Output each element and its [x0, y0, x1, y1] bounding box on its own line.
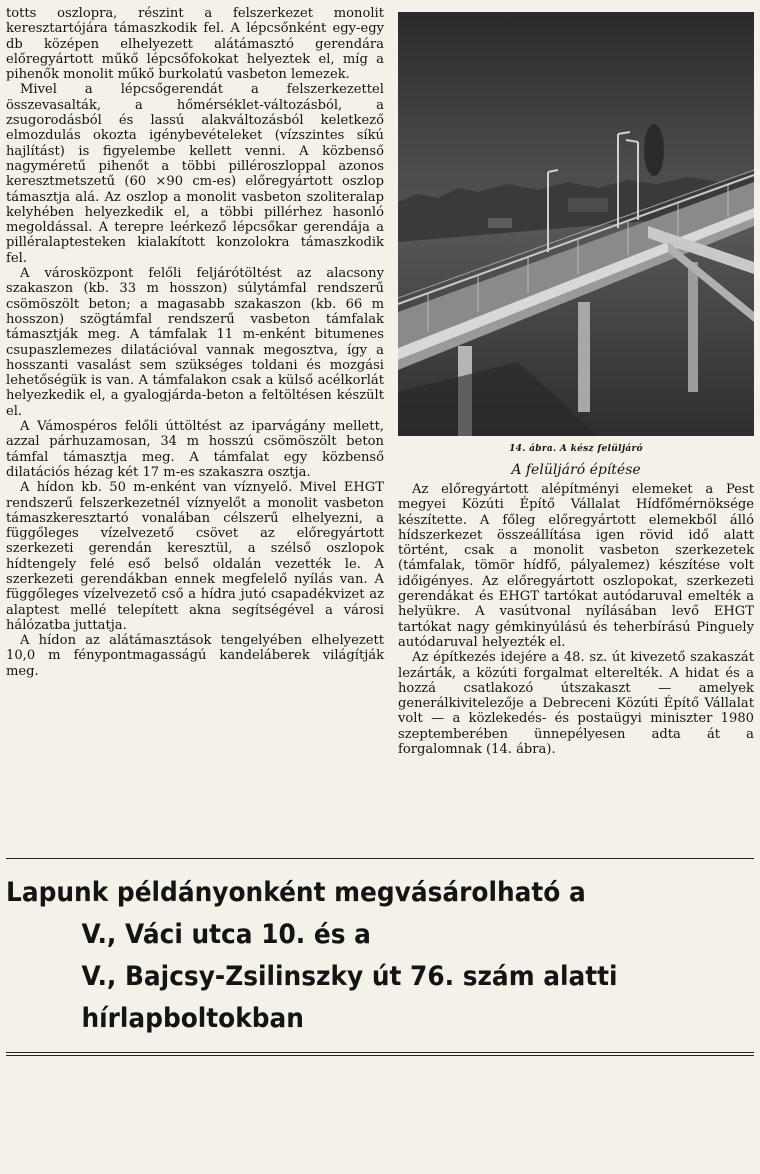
body-paragraph: Az előregyártott alépítményi elemeket a Pest megyei Közúti Építő Vállalat Hídfőmérnöksége készítette. A főleg előregyártott elemekből álló hídszerkezet összeállítása igen rövid idő alatt történt, csak a monolit vasbeton szerkezetek (támfalak, tömör hídfő, pályalemez) készítése volt időigényes. Az előregyártott oszlopokat, szerkezeti gerendákat és EHGT tartókat autódaruval emelték a helyükre. A vasútvonal nyílásában levő EHGT tartókat nagy gémkinyúlású és teherbírású Pinguely autódaruval helyezték el.: [398, 482, 754, 650]
body-paragraph: totts oszlopra, részint a felszerkezet monolit keresztartójára támaszkodik fel. A lépcsőnként egy-egy db középen elhelyezett alátámasztó gerendára előregyártott műkő lépcsőfokokat helyeztek el, míg a pihenők monolit műkő burkolatú vasbeton lemezek.: [6, 6, 384, 83]
advertisement: [6, 872, 694, 1040]
advertisement-line: V., Bajcsy-Zsilinszky út 76. szám alatti: [81, 961, 618, 992]
advertisement-line: V., Váci utca 10. és a: [81, 919, 371, 950]
body-paragraph: A hídon kb. 50 m-enként van víznyelő. Mivel EHGT rendszerű felszerkezetnél víznyelőt a monolit vasbeton támaszkeresztartó vonalában célszerű elhelyezni, a függőleges vízelvezető csövet az előregyártott szerkezeti gerendán keresztül, a szélső oszlopok hídtengely felé eső belső oldalán vezették le. A szerkezeti gerendákban ennek megfelelő nyílás van. A függőleges vízelvezető cső a hídra jutó csapadékvizet az alaptest mellé telepített akna segítségével a városi hálózatba juttatja.: [6, 480, 384, 633]
body-paragraph: A városközpont felőli feljárótöltést az alacsony szakaszon (kb. 33 m hosszon) súlytámfal rendszerű csömöszölt beton; a magasabb szakaszon (kb. 66 m hosszon) szögtámfal rendszerű vasbeton támfalak támasztják meg. A támfalak 11 m-enként bitumenes csupaszlemezes dilatációval vannak megosztva, így a hosszanti vasalást sem szükséges toldani és mozgási lehetőségük is van. A támfalakon csak a külső acélkorlát helyezkedik el, a gyalogjárda-beton a feltöltésen készült el.: [6, 266, 384, 419]
right-column: [398, 12, 754, 757]
bridge-photo-illustration: [398, 12, 754, 436]
body-paragraph: A hídon az alátámasztások tengelyében elhelyezett 10,0 m fénypontmagasságú kandeláberek világítják meg.: [6, 633, 384, 679]
bridge-photo: [398, 12, 754, 436]
body-paragraph: Mivel a lépcsőgerendát a felszerkezettel összevasalták, a hőmérséklet-változásból, a zsugorodásból és lassú alakváltozásból keletkező elmozdulás okozta igénybevételeket (vízszintes síkú hajlítást) is figyelembe kellett venni. A közbenső nagyméretű pihenőt a többi pilléroszloppal azonos keresztmetszetű (60 ×90 cm-es) előregyártott oszlop támasztja alá. Az oszlop a monolit vasbeton szoliteralap kelyhében helyezkedik el, a többi pillérhez hasonló megoldással. A terepre leérkező lépcsőkar gerendája a pilléralaptesteken kialakított konzolokra támaszkodik fel.: [6, 82, 384, 266]
left-column: [6, 6, 384, 679]
top-divider: [6, 858, 754, 859]
advertisement-line: hírlapboltokban: [81, 1003, 304, 1034]
bottom-divider: [6, 1052, 754, 1056]
body-paragraph: A Vámospéros felőli úttöltést az iparvágány mellett, azzal párhuzamosan, 34 m hosszú csömöszölt beton támfal támasztja meg. A támfalat egy közbenső dilatációs hézag két 17 m-es szakaszra osztja.: [6, 419, 384, 480]
advertisement-line: Lapunk példányonként megvásárolható a: [6, 877, 586, 908]
figure-caption: 14. ábra. A kész felüljáró: [509, 444, 643, 454]
section-heading: A felüljáró építése: [511, 462, 641, 478]
body-paragraph: Az építkezés idejére a 48. sz. út kivezető szakaszát lezárták, a közúti forgalmat elterelték. A hidat és a hozzá csatlakozó útszakaszt — amelyek generálkivitelezője a Debreceni Közúti Építő Vállalat volt — a közlekedés- és postaügyi miniszter 1980 szeptemberében ünnepélyesen adta át a forgalomnak (14. ábra).: [398, 650, 754, 758]
